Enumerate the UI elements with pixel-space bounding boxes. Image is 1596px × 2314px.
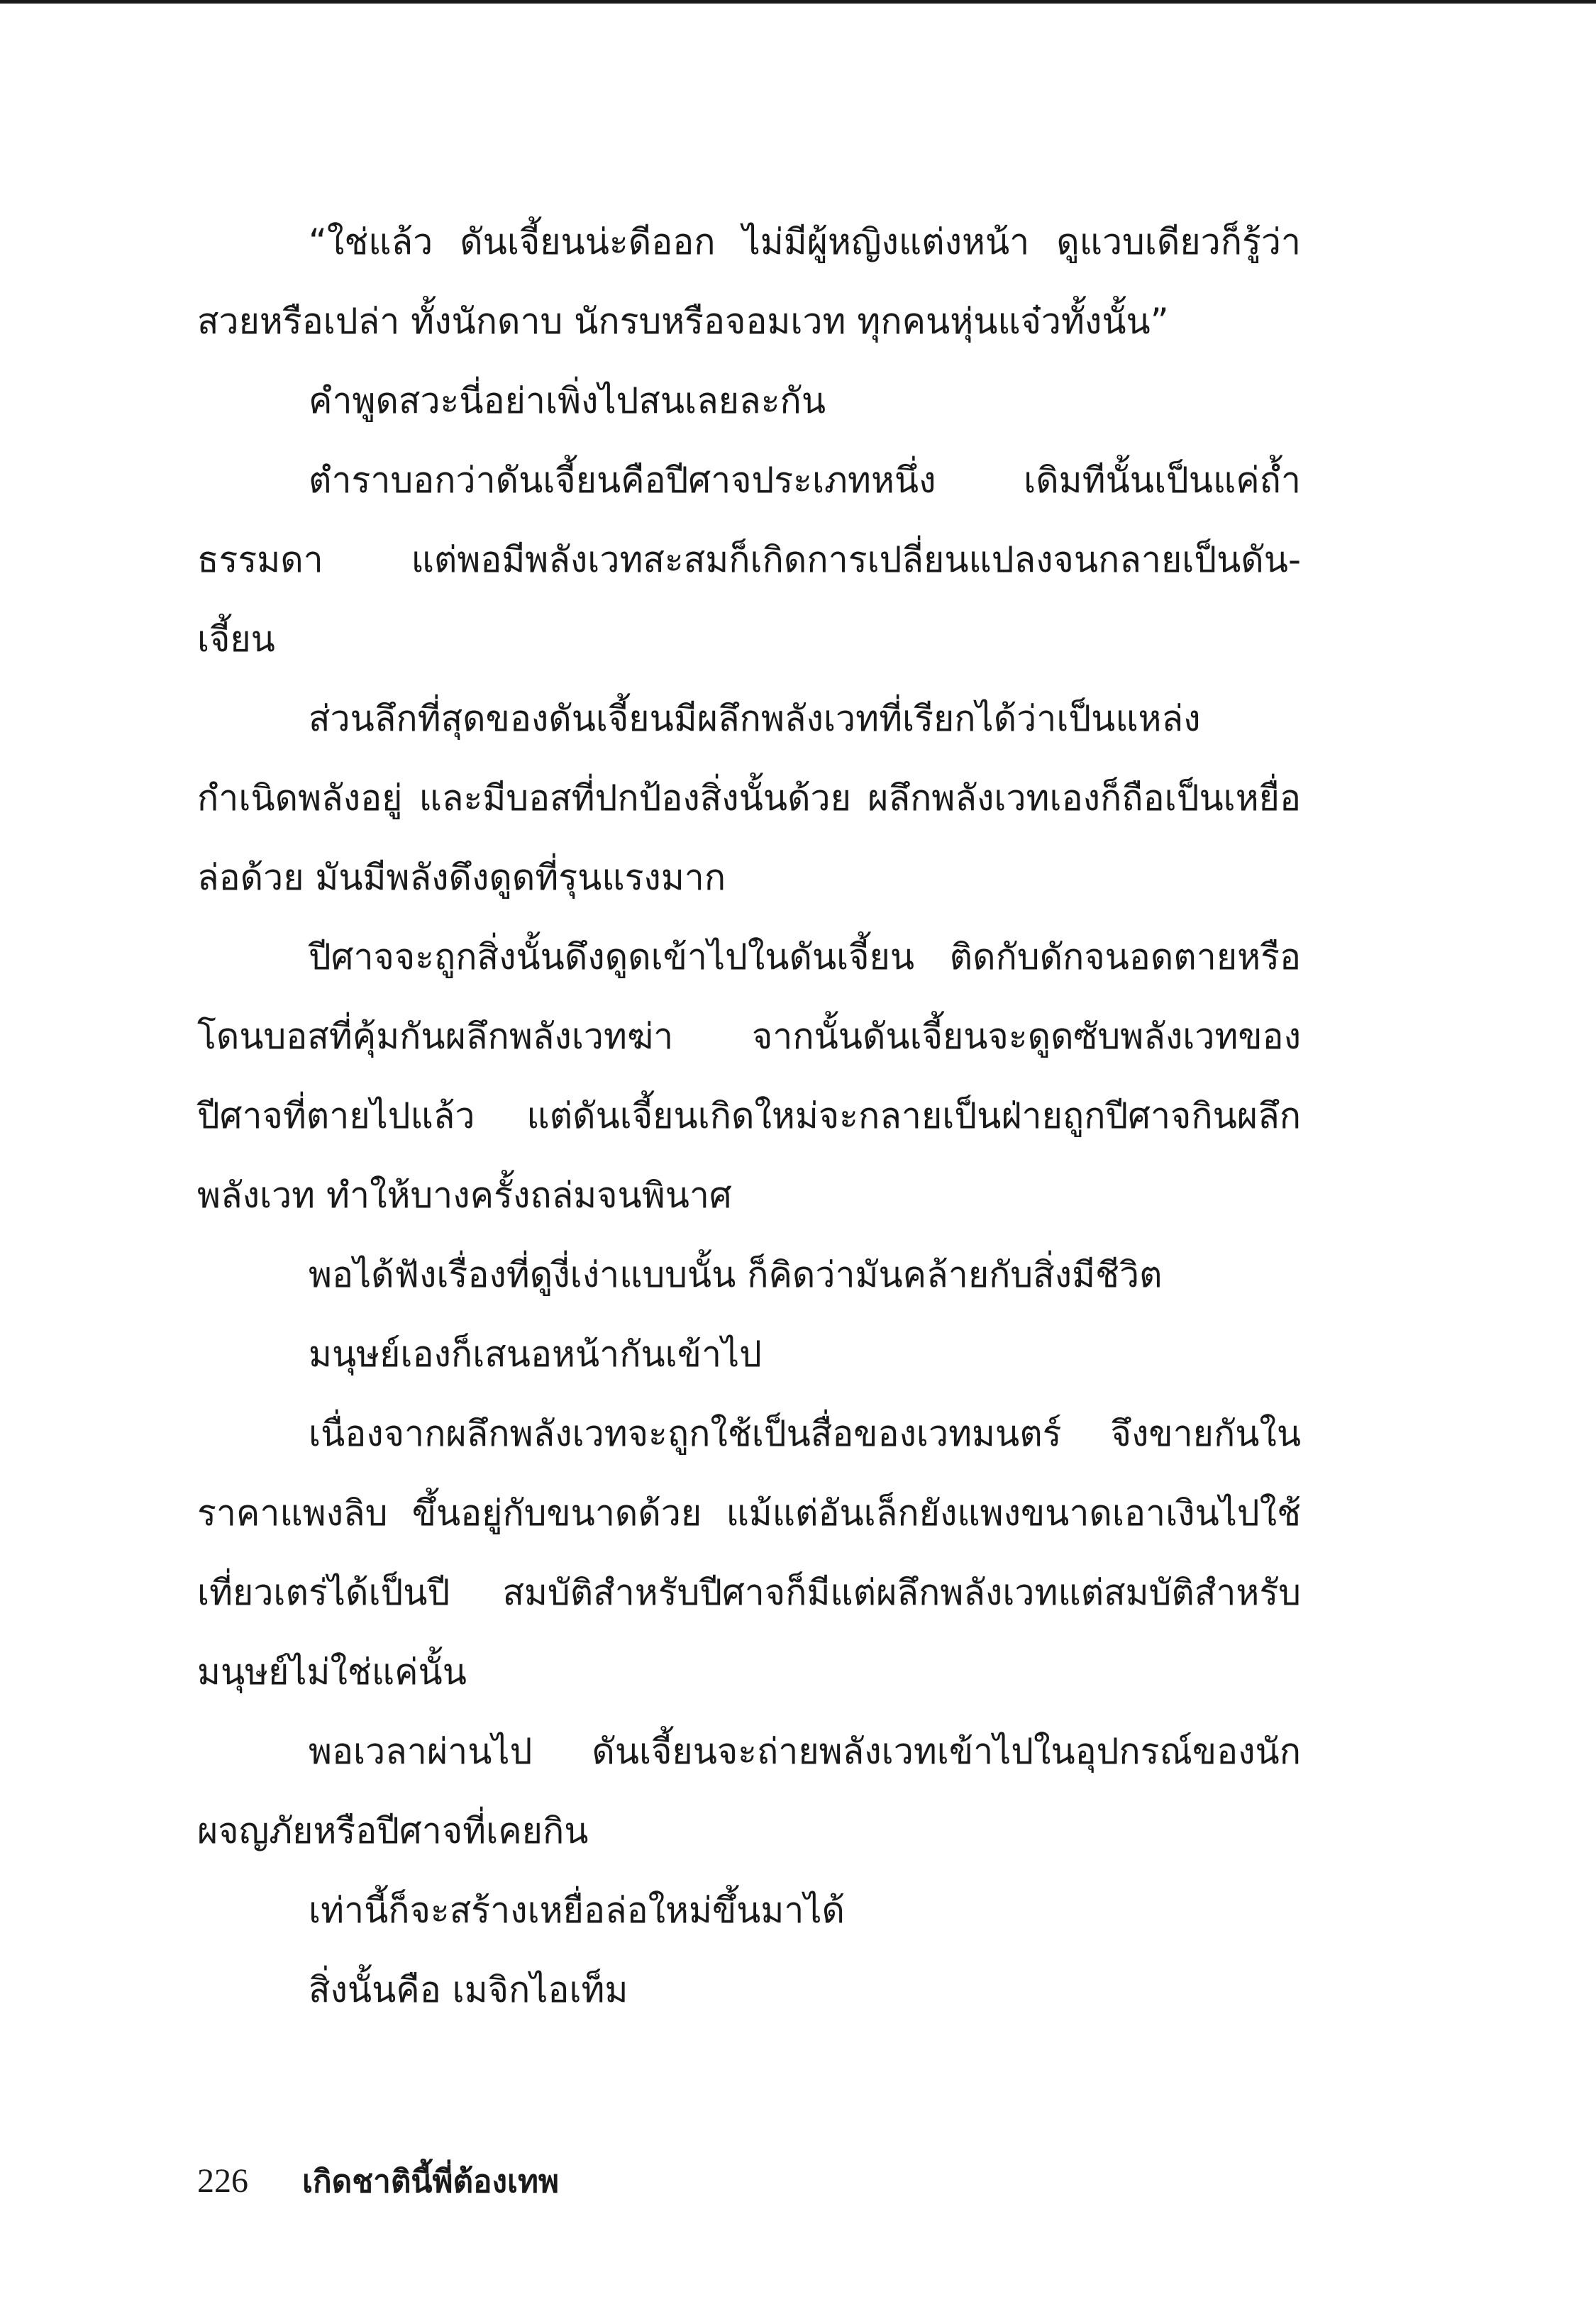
paragraph-3: ตำราบอกว่าดันเจี้ยนคือปีศาจประเภทหนึ่ง เดิมทีนั้นเป็นแค่ถ้ำธรรมดา แต่พอมีพลังเวทสะสมก็เกิดการเปลี่ยนแปลงจนกลายเป็นดัน-เจี้ยน [197,460,1301,660]
top-border-line [0,0,1596,4]
paragraph-7: มนุษย์เองก็เสนอหน้ากันเข้าไป [309,1334,762,1375]
page-number: 226 [197,2162,248,2200]
paragraph-11: สิ่งนั้นคือ เมจิกไอเท็ม [309,1969,628,2010]
paragraph-6: พอได้ฟังเรื่องที่ดูงี่เง่าแบบนั้น ก็คิดว่ามันคล้ายกับสิ่งมีชีวิต [309,1254,1163,1295]
running-book-title: เกิดชาตินี้พี่ต้องเทพ [302,2164,560,2200]
page-body-text [197,202,1301,2030]
paragraph-8: เนื่องจากผลึกพลังเวทจะถูกใช้เป็นสื่อของเวทมนตร์ จึงขายกันในราคาแพงลิบ ขึ้นอยู่กับขนาดด้วย แม้แต่อันเล็กยังแพงขนาดเอาเงินไปใช้เที่ยวเตร่ได้เป็นปี สมบัติสำหรับปีศาจก็มีแต่ผลึกพลังเวทแต่สมบัติสำหรับมนุษย์ไม่ใช่แค่นั้น [197,1413,1301,1693]
paragraph-9: พอเวลาผ่านไป ดันเจี้ยนจะถ่ายพลังเวทเข้าไปในอุปกรณ์ของนักผจญภัยหรือปีศาจที่เคยกิน [197,1731,1301,1851]
paragraph-4: ส่วนลึกที่สุดของดันเจี้ยนมีผลึกพลังเวทที่เรียกได้ว่าเป็นแหล่งกำเนิดพลังอยู่ และมีบอสที่ปกป้องสิ่งนั้นด้วย ผลึกพลังเวทเองก็ถือเป็นเหยื่อล่อด้วย มันมีพลังดึงดูดที่รุนแรงมาก [197,698,1301,898]
paragraph-2: คำพูดสวะนี่อย่าเพิ่งไปสนเลยละกัน [309,380,826,421]
paragraph-1: “ใช่แล้ว ดันเจี้ยนน่ะดีออก ไม่มีผู้หญิงแต่งหน้า ดูแวบเดียวก็รู้ว่าสวยหรือเปล่า ทั้งนักดาบ นักรบหรือจอมเวท ทุกคนหุ่นแจ๋วทั้งนั้น” [197,221,1301,342]
paragraph-10: เท่านี้ก็จะสร้างเหยื่อล่อใหม่ขึ้นมาได้ [309,1890,845,1931]
paragraph-5: ปีศาจจะถูกสิ่งนั้นดึงดูดเข้าไปในดันเจี้ยน ติดกับดักจนอดตายหรือโดนบอสที่คุ้มกันผลึกพลังเวทฆ่า จากนั้นดันเจี้ยนจะดูดซับพลังเวทของปีศาจที่ตายไปแล้ว แต่ดันเจี้ยนเกิดใหม่จะกลายเป็นฝ่ายถูกปีศาจกินผลึกพลังเวท ทำให้บางครั้งถล่มจนพินาศ [197,936,1301,1216]
page-footer [197,2157,559,2206]
